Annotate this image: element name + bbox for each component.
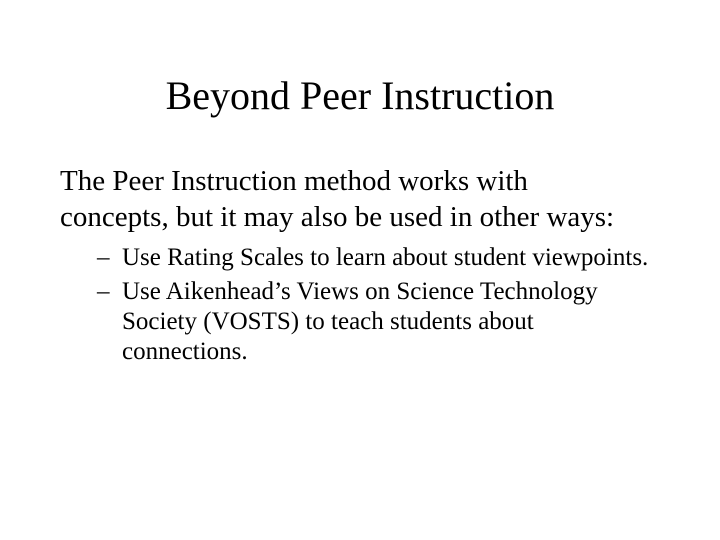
dash-bullet-icon: – — [97, 244, 110, 271]
slide-body — [60, 163, 680, 371]
dash-bullet-icon: – — [97, 278, 110, 305]
slide-title: Beyond Peer Instruction — [165, 73, 555, 118]
lead-paragraph: The Peer Instruction method works with concepts, but it may also be used in other ways: — [60, 165, 615, 233]
list-item — [60, 243, 662, 273]
list-item — [60, 277, 662, 367]
sub-bullet-list — [60, 243, 680, 367]
list-item-text: Use Rating Scales to learn about student viewpoints. — [122, 244, 649, 271]
list-item-text: Use Aikenhead’s Views on Science Technology Society (VOSTS) to teach students about connections. — [122, 278, 598, 365]
